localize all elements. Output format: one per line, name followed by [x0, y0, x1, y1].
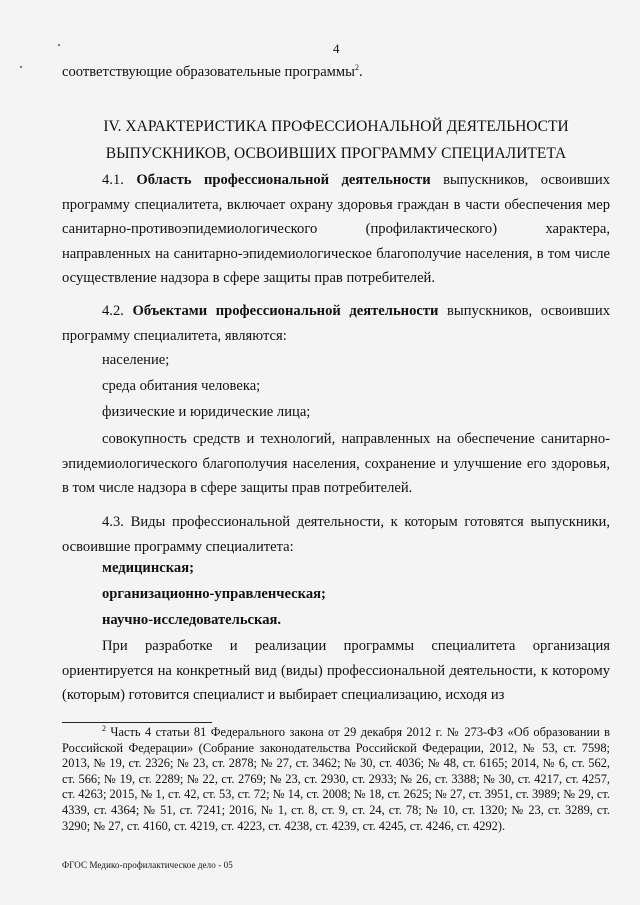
- p42-number: 4.2.: [102, 303, 124, 319]
- intro-end: .: [358, 64, 363, 80]
- paragraph-last: При разработке и реализации программы специалитета организация ориентируется на конкретный вид (виды) профессиональной деятельности, к которому (которым) готовится специалист и выбирает специализацию, исходя из: [62, 638, 610, 704]
- p41-number: 4.1.: [102, 172, 124, 188]
- footnote-number: 2: [102, 723, 106, 733]
- page-footer: ФГОС Медико-профилактическое дело - 05: [62, 860, 233, 870]
- paragraph-4-1: [62, 168, 610, 291]
- activity-type: организационно-управленческая;: [102, 586, 326, 602]
- p42-bold-term: Объектами профессиональной деятельности: [132, 303, 439, 319]
- heading-line-1: IV. ХАРАКТЕРИСТИКА ПРОФЕССИОНАЛЬНОЙ ДЕЯТЕЛЬНОСТИ: [103, 118, 569, 135]
- p41-bold-term: Область профессиональной деятельности: [136, 172, 431, 188]
- heading-line-2: ВЫПУСКНИКОВ, ОСВОИВШИХ ПРОГРАММУ СПЕЦИАЛИТЕТА: [105, 145, 567, 162]
- list-item: физические и юридические лица;: [102, 404, 311, 420]
- p42-text: выпускников, освоивших программу специалитета, являются:: [62, 303, 611, 344]
- intro-line: [62, 60, 610, 85]
- footnote: [62, 725, 610, 834]
- footnote-divider: [62, 722, 212, 723]
- section-heading: [62, 113, 610, 167]
- intro-text: соответствующие образовательные программы: [62, 64, 355, 80]
- list-item-last: совокупность средств и технологий, направленных на обеспечение санитарно-эпидемиологического благополучия населения, сохранение и улучшение его здоровья, в том числе надзора в сфере защиты прав потребителей.: [62, 431, 610, 497]
- scan-speck: [58, 44, 60, 46]
- page-number: 4: [333, 41, 340, 56]
- p41-text: выпускников, освоивших программу специалитета, включает охрану здоровья граждан в части обеспечения мер санитарно-противоэпидемиологического (профилактического) характера, направленных на санитарно-эпидемиологическое благополучие населения, в том числе осуществление надзора в сфере защиты прав потребителей.: [62, 172, 610, 287]
- activity-type: медицинская;: [102, 560, 194, 576]
- activity-type: научно-исследовательская.: [102, 612, 282, 628]
- paragraph-4-3: 4.3. Виды профессиональной деятельности, к которым готовятся выпускники, освоившие программу специалитета:: [62, 514, 610, 555]
- scan-speck: [20, 66, 22, 68]
- list-item: среда обитания человека;: [102, 378, 261, 394]
- paragraph-4-2: [62, 299, 610, 348]
- list-item: население;: [102, 352, 170, 368]
- footnote-text: Часть 4 статьи 81 Федерального закона от 29 декабря 2012 г. № 273-ФЗ «Об образовании в Российской Федерации» (Собрание законодательства Российской Федерации, 2012, № 53, ст. 7598; 2013, № 19, ст. 2326; № 23, ст. 2878; № 27, ст. 3462; № 30, ст. 4036; № 48, ст. 6165; 2014, № 6, ст. 562, ст. 566; № 19, ст. 2289; № 22, ст. 2769; № 23, ст. 2930, ст. 2933; № 26, ст. 3388; № 30, ст. 4217, ст. 4257, ст. 4263; 2015, № 1, ст. 42, ст. 53, ст. 72; № 14, ст. 2008; № 18, ст. 2625; № 27, ст. 3951, ст. 3989; № 29, ст. 4339, ст. 4364; № 51, ст. 7241; 2016, № 1, ст. 8, ст. 9, ст. 24, ст. 78; № 10, ст. 1320; № 23, ст. 3289, ст. 3290; № 27, ст. 4160, ст. 4219, ст. 4223, ст. 4238, ст. 4239, ст. 4245, ст. 4246, ст. 4292).: [62, 725, 610, 833]
- footnote-ref: 2: [354, 63, 359, 73]
